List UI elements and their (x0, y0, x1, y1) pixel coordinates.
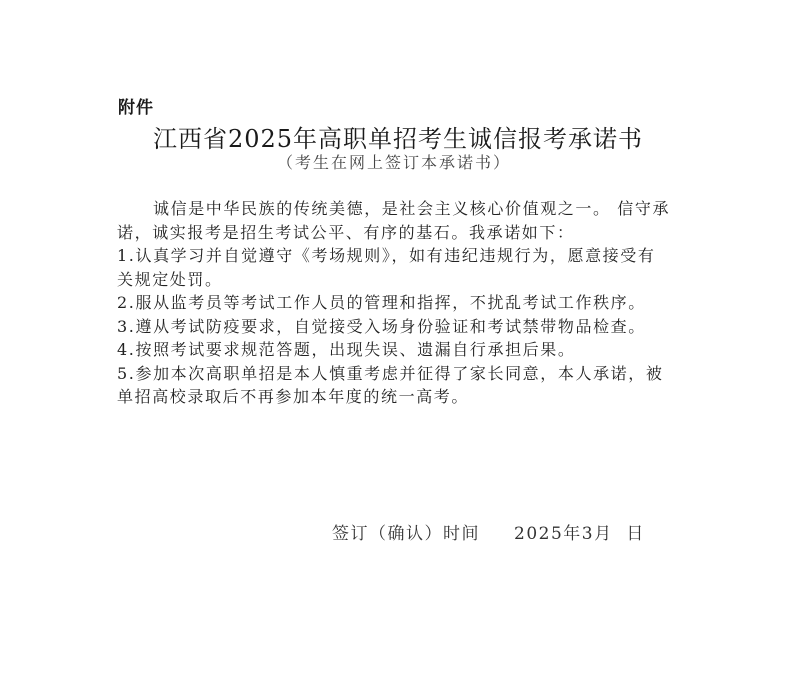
pledge-intro: 诚信是中华民族的传统美德，是社会主义核心价值观之一。 信守承诺，诚实报考是招生考试公平、有序的基石。我承诺如下： (117, 199, 671, 242)
signature-label: 签订（确认）时间 (332, 524, 480, 544)
pledge-item-3: 3.遵从考试防疫要求，自觉接受入场身份验证和考试禁带物品检查。 (117, 316, 646, 336)
pledge-item-2: 2.服从监考员等考试工作人员的管理和指挥，不扰乱考试工作秩序。 (117, 293, 646, 312)
attachment-label: 附件 (118, 98, 154, 118)
pledge-item-1: 1.认真学习并自觉遵守《考场规则》，如有违纪违规行为，愿意接受有关规定处罚。 (117, 246, 656, 289)
signature-date: 2025年3月 日 (514, 524, 645, 544)
pledge-item-4: 4.按照考试要求规范答题，出现失误、遗漏自行承担后果。 (117, 340, 576, 359)
pledge-body (117, 197, 673, 409)
document-subtitle: （考生在网上签订本承诺书） (276, 153, 511, 172)
signature-line (332, 519, 645, 544)
document-title: 江西省2025年高职单招考生诚信报考承诺书 (152, 125, 644, 153)
pledge-item-5: 5.参加本次高职单招是本人慎重考虑并征得了家长同意，本人承诺，被单招高校录取后不再参加本年度的统一高考。 (117, 363, 664, 406)
